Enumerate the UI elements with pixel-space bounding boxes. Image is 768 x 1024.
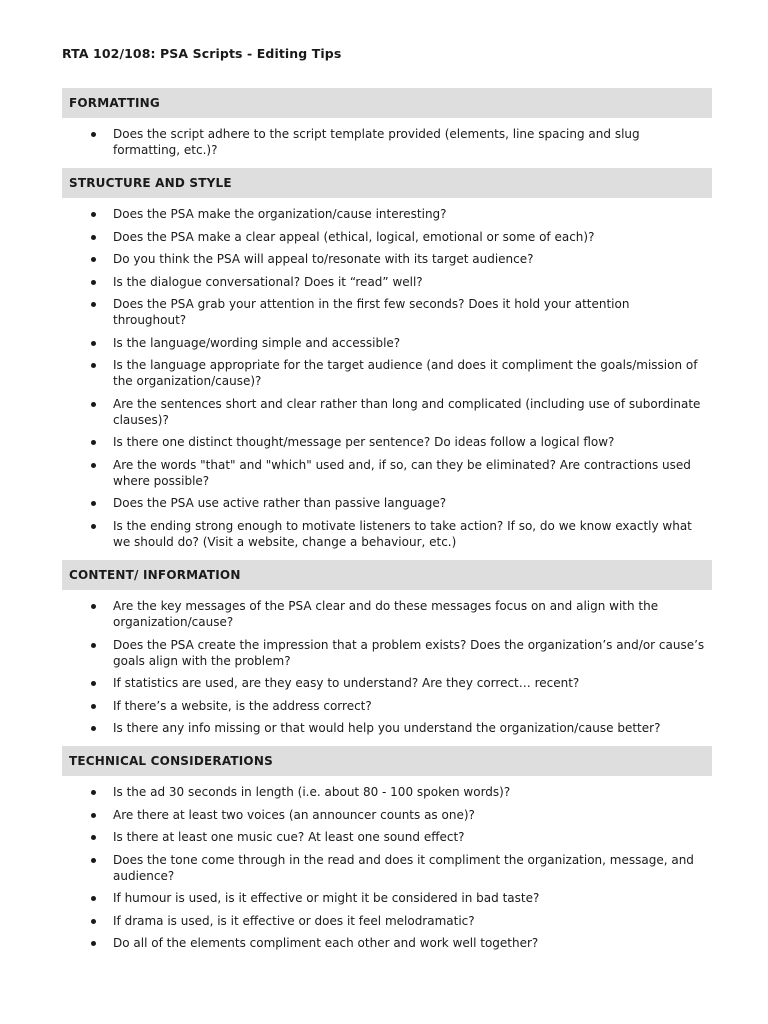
bullet-icon xyxy=(91,235,96,240)
section-header: FORMATTING xyxy=(62,88,712,118)
bullet-icon xyxy=(91,402,96,407)
bullet-icon xyxy=(91,212,96,217)
bullet-icon xyxy=(91,463,96,468)
list-item: Do you think the PSA will appeal to/resonate with its target audience? xyxy=(62,251,712,267)
item-list xyxy=(62,784,712,951)
bullet-icon xyxy=(91,440,96,445)
list-item: Is there one distinct thought/message per sentence? Do ideas follow a logical flow? xyxy=(62,434,712,450)
bullet-icon xyxy=(91,501,96,506)
item-list xyxy=(62,206,712,550)
bullet-icon xyxy=(91,681,96,686)
bullet-icon xyxy=(91,790,96,795)
section-header: CONTENT/ INFORMATION xyxy=(62,560,712,590)
list-item: Are there at least two voices (an announcer counts as one)? xyxy=(62,807,712,823)
bullet-icon xyxy=(91,896,96,901)
section-structure-and-style xyxy=(62,168,712,556)
list-item: Does the PSA make the organization/cause interesting? xyxy=(62,206,712,222)
section-header: STRUCTURE AND STYLE xyxy=(62,168,712,198)
list-item: Does the tone come through in the read and does it compliment the organization, message, and audience? xyxy=(62,852,712,884)
item-list xyxy=(62,598,712,736)
list-item: Does the PSA grab your attention in the first few seconds? Does it hold your attention throughout? xyxy=(62,296,712,328)
list-item: Is the ending strong enough to motivate listeners to take action? If so, do we know exactly what we should do? (Visit a website, change a behaviour, etc.) xyxy=(62,518,712,550)
list-item: Does the script adhere to the script template provided (elements, line spacing and slug formatting, etc.)? xyxy=(62,126,712,158)
bullet-icon xyxy=(91,341,96,346)
section-header: TECHNICAL CONSIDERATIONS xyxy=(62,746,712,776)
list-item: Is there at least one music cue? At least one sound effect? xyxy=(62,829,712,845)
list-item: Is there any info missing or that would help you understand the organization/cause better? xyxy=(62,720,712,736)
list-item: Are the sentences short and clear rather than long and complicated (including use of subordinate clauses)? xyxy=(62,396,712,428)
list-item: If drama is used, is it effective or does it feel melodramatic? xyxy=(62,913,712,929)
list-item: Is the ad 30 seconds in length (i.e. about 80 - 100 spoken words)? xyxy=(62,784,712,800)
bullet-icon xyxy=(91,132,96,137)
bullet-icon xyxy=(91,941,96,946)
bullet-icon xyxy=(91,257,96,262)
bullet-icon xyxy=(91,858,96,863)
list-item: If humour is used, is it effective or might it be considered in bad taste? xyxy=(62,890,712,906)
bullet-icon xyxy=(91,704,96,709)
list-item: Does the PSA use active rather than passive language? xyxy=(62,495,712,511)
bullet-icon xyxy=(91,643,96,648)
bullet-icon xyxy=(91,835,96,840)
bullet-icon xyxy=(91,280,96,285)
section-technical-considerations xyxy=(62,746,712,958)
bullet-icon xyxy=(91,302,96,307)
list-item: Does the PSA make a clear appeal (ethical, logical, emotional or some of each)? xyxy=(62,229,712,245)
item-list xyxy=(62,126,712,158)
list-item: If there’s a website, is the address correct? xyxy=(62,698,712,714)
list-item: Do all of the elements compliment each other and work well together? xyxy=(62,935,712,951)
bullet-icon xyxy=(91,726,96,731)
bullet-icon xyxy=(91,813,96,818)
list-item: Are the words "that" and "which" used and, if so, can they be eliminated? Are contractions used where possible? xyxy=(62,457,712,489)
bullet-icon xyxy=(91,919,96,924)
section-content-information xyxy=(62,560,712,743)
list-item: Is the language appropriate for the target audience (and does it compliment the goals/mission of the organization/cause)? xyxy=(62,357,712,389)
list-item: Is the language/wording simple and accessible? xyxy=(62,335,712,351)
bullet-icon xyxy=(91,524,96,529)
list-item: Is the dialogue conversational? Does it “read” well? xyxy=(62,274,712,290)
document-title: RTA 102/108: PSA Scripts - Editing Tips xyxy=(62,46,342,61)
list-item: Does the PSA create the impression that a problem exists? Does the organization’s and/or cause’s goals align with the problem? xyxy=(62,637,712,669)
list-item: If statistics are used, are they easy to understand? Are they correct… recent? xyxy=(62,675,712,691)
list-item: Are the key messages of the PSA clear and do these messages focus on and align with the organization/cause? xyxy=(62,598,712,630)
section-formatting xyxy=(62,88,712,165)
bullet-icon xyxy=(91,604,96,609)
bullet-icon xyxy=(91,363,96,368)
